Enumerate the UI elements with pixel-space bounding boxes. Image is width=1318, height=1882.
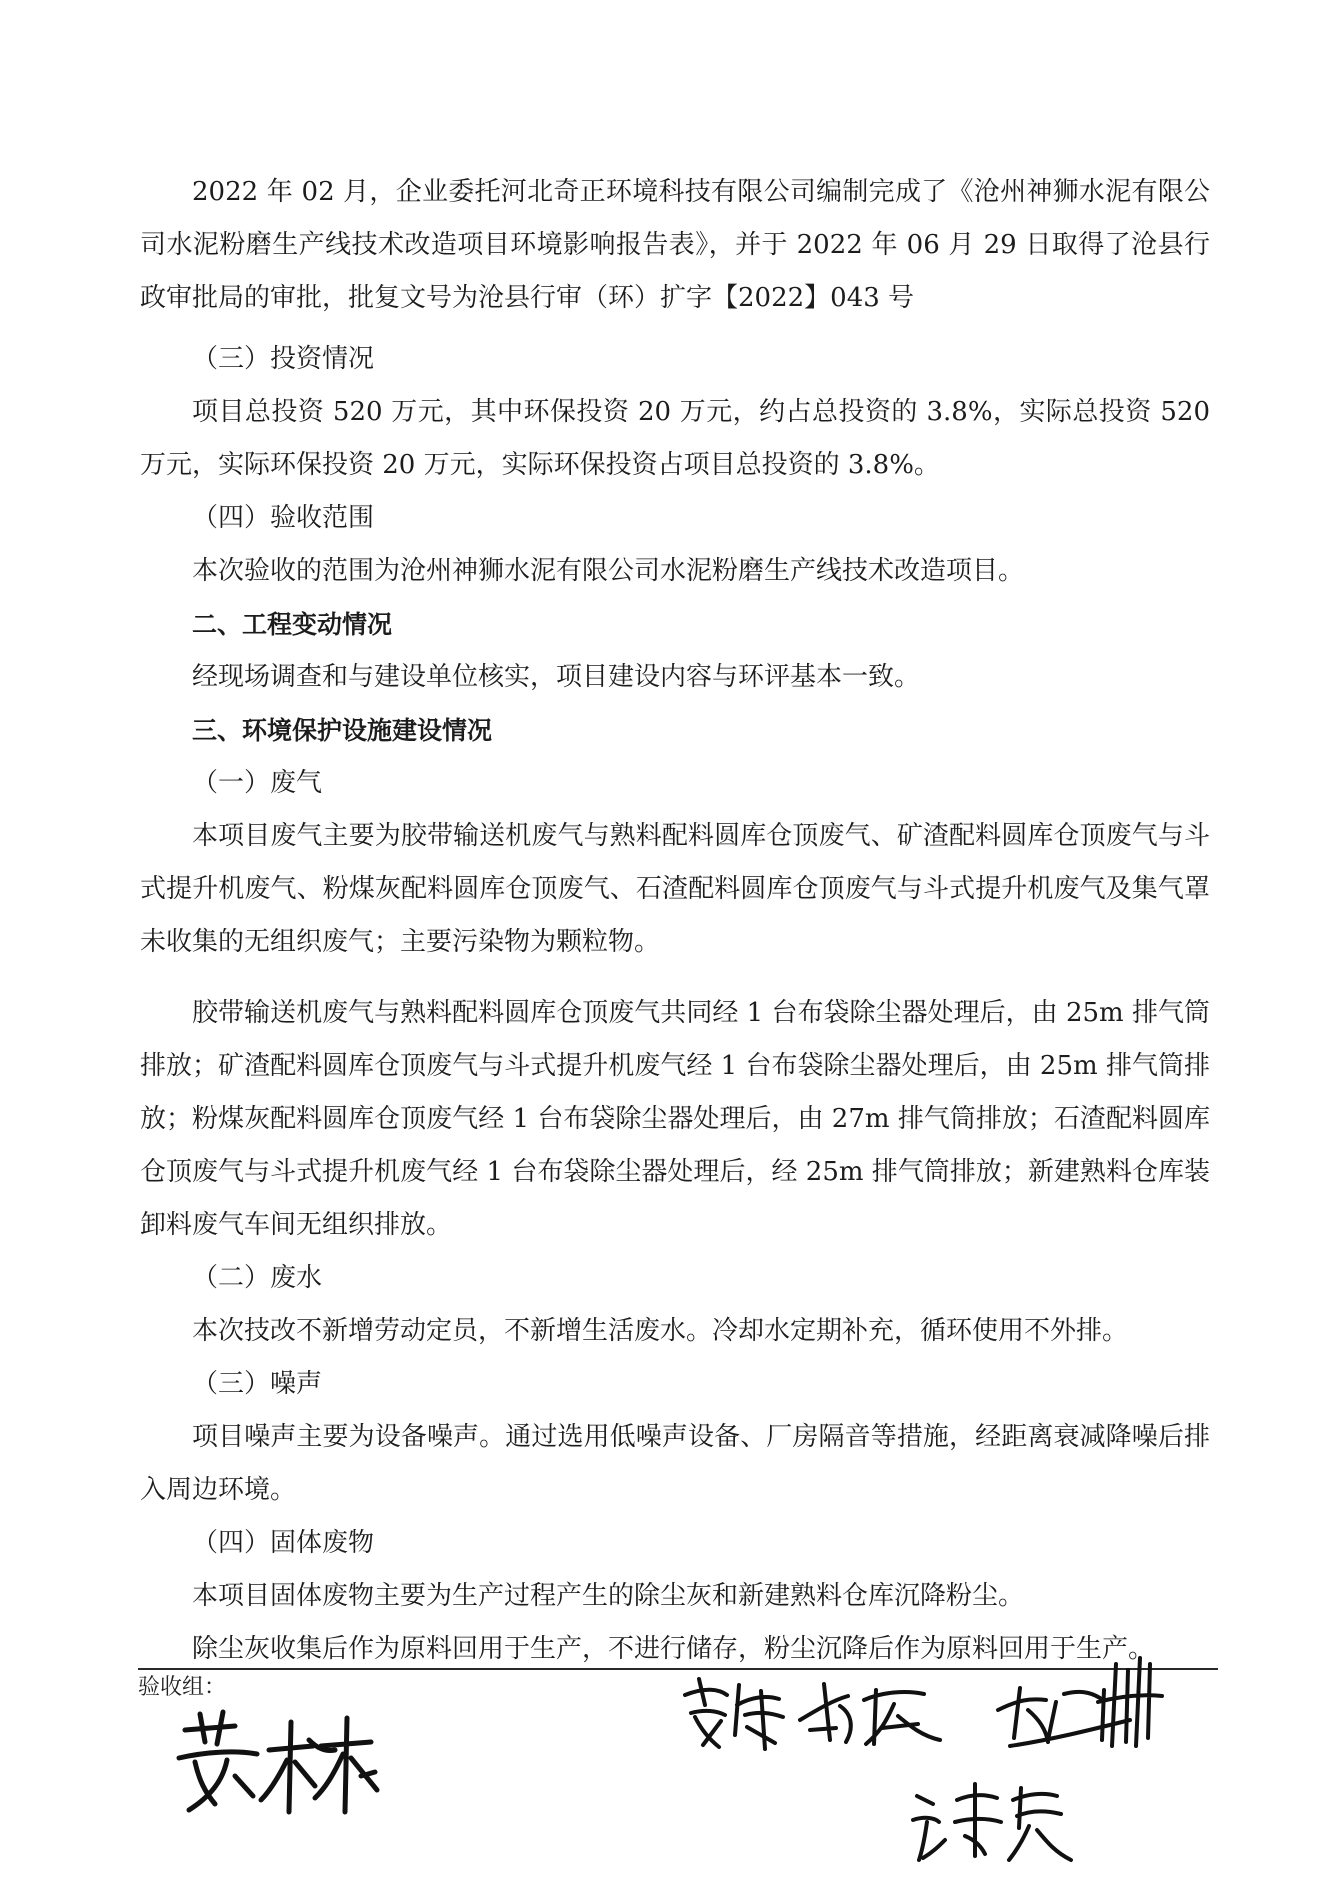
heading-engineering-changes: 二、工程变动情况 — [192, 610, 393, 639]
heading-solid-waste: （四）固体废物 — [192, 1528, 375, 1558]
heading-noise: （三）噪声 — [192, 1369, 323, 1399]
paragraph-engineering-changes: 经现场调查和与建设单位核实，项目建设内容与环评基本一致。 — [192, 662, 921, 692]
paragraph-report-approval: 2022 年 02 月，企业委托河北奇正环境科技有限公司编制完成了《沧州神狮水泥有限公司水泥粉磨生产线技术改造项目环境影响报告表》，并于 2022 年 06 月 29 日取得了沧县行政审批局的审批，批复文号为沧县行审（环）扩字【2022】043 号 — [140, 177, 1211, 313]
handwritten-signature-1 — [165, 1700, 385, 1820]
heading-acceptance-scope: （四）验收范围 — [192, 503, 375, 533]
handwritten-signature-5 — [905, 1770, 1085, 1870]
paragraph-investment: 项目总投资 520 万元，其中环保投资 20 万元，约占总投资的 3.8%，实际总投资 520 万元，实际环保投资 20 万元，实际环保投资占项目总投资的 3.8%。 — [140, 397, 1210, 480]
handwritten-signature-2 — [675, 1665, 795, 1755]
heading-environmental-facilities: 三、环境保护设施建设情况 — [192, 716, 493, 745]
heading-wastewater: （二）废水 — [192, 1263, 323, 1293]
acceptance-group-label: 验收组： — [138, 1675, 227, 1700]
paragraph-noise: 项目噪声主要为设备噪声。通过选用低噪声设备、厂房隔音等措施，经距离衰减降噪后排入周边环境。 — [140, 1422, 1210, 1505]
heading-exhaust-gas: （一）废气 — [192, 768, 323, 798]
paragraph-acceptance-scope: 本次验收的范围为沧州神狮水泥有限公司水泥粉磨生产线技术改造项目。 — [192, 556, 1025, 586]
paragraph-dust-handling: 除尘灰收集后作为原料回用于生产，不进行储存，粉尘沉降后作为原料回用于生产。 — [192, 1634, 1155, 1664]
heading-investment: （三）投资情况 — [192, 344, 375, 374]
paragraph-exhaust-sources: 本项目废气主要为胶带输送机废气与熟料配料圆库仓顶废气、矿渣配料圆库仓顶废气与斗式提升机废气、粉煤灰配料圆库仓顶废气、石渣配料圆库仓顶废气与斗式提升机废气及集气罩未收集的无组织废气；主要污染物为颗粒物。 — [140, 821, 1210, 957]
handwritten-signature-4 — [990, 1650, 1190, 1760]
document-body — [140, 166, 1210, 1676]
paragraph-solid-waste: 本项目固体废物主要为生产过程产生的除尘灰和新建熟料仓库沉降粉尘。 — [192, 1581, 1025, 1611]
handwritten-signature-3 — [790, 1670, 950, 1760]
paragraph-exhaust-treatment: 胶带输送机废气与熟料配料圆库仓顶废气共同经 1 台布袋除尘器处理后，由 25m 排气筒排放；矿渣配料圆库仓顶废气与斗式提升机废气经 1 台布袋除尘器处理后，由 25m 排气筒排放；粉煤灰配料圆库仓顶废气经 1 台布袋除尘器处理后，由 27m 排气筒排放；石渣配料圆库仓顶废气与斗式提升机废气经 1 台布袋除尘器处理后，经 25m 排气筒排放；新建熟料仓库装卸料废气车间无组织排放。 — [140, 998, 1210, 1240]
paragraph-wastewater: 本次技改不新增劳动定员，不新增生活废水。冷却水定期补充，循环使用不外排。 — [192, 1316, 1129, 1346]
